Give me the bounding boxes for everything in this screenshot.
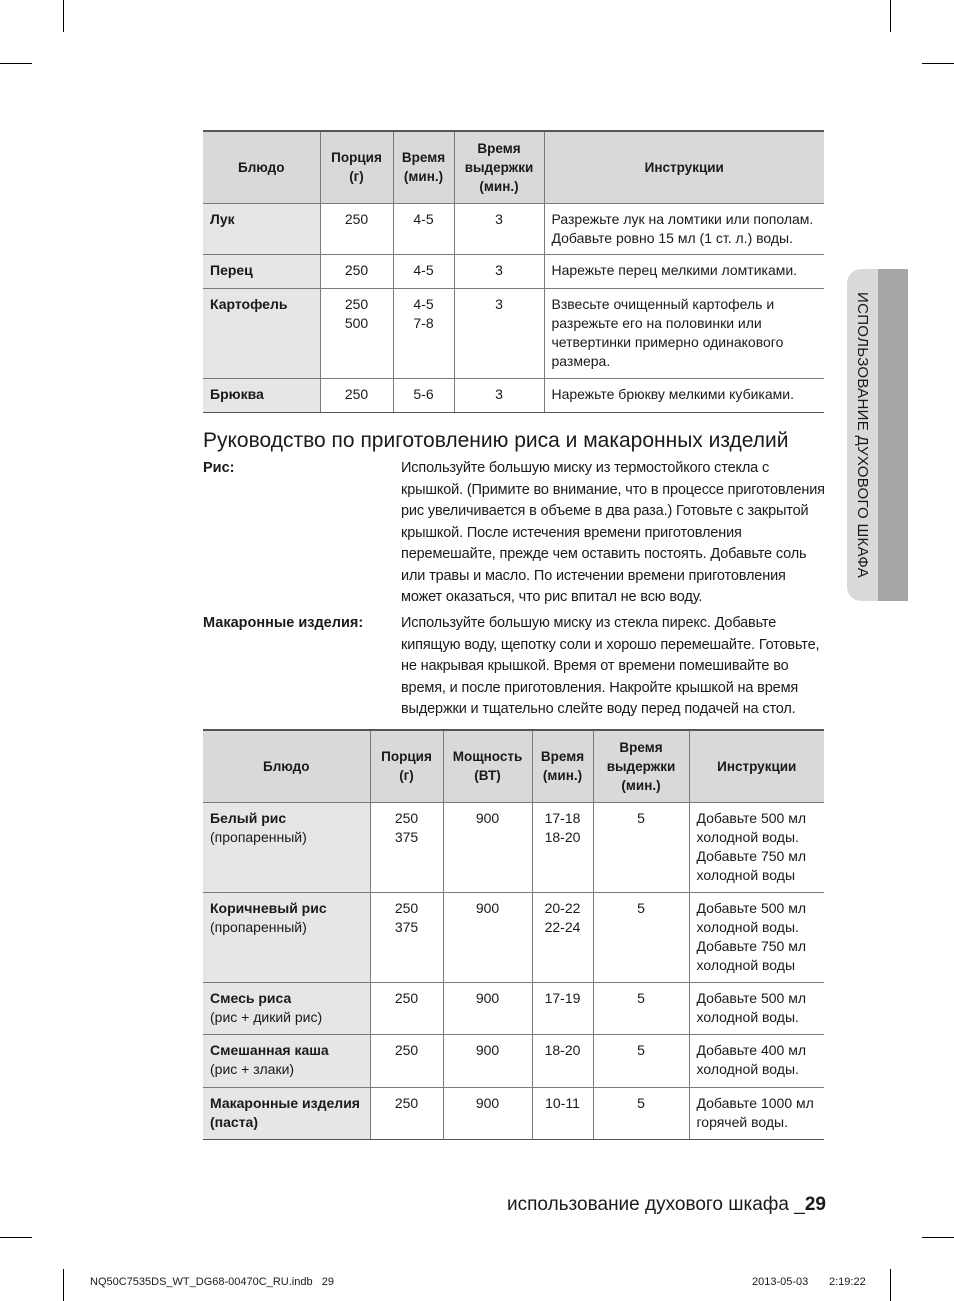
portion-cell: 250 375: [370, 892, 443, 982]
crop-mark: [0, 1237, 32, 1238]
section-title: Руководство по приготовлению риса и макаронных изделий: [203, 429, 789, 452]
instructions-cell: Добавьте 500 мл холодной воды. Добавьте 750 мл холодной воды: [689, 892, 824, 982]
instructions-cell: Нарежьте перец мелкими ломтиками.: [544, 254, 824, 288]
time-cell: 17-19: [532, 982, 593, 1034]
print-time-value: 2:19:22: [829, 1276, 866, 1288]
instructions-cell: Добавьте 1000 мл горячей воды.: [689, 1087, 824, 1139]
dish-note: (пропаренный): [210, 918, 307, 935]
dish-name: Белый рис: [210, 809, 287, 826]
power-cell: 900: [443, 1087, 532, 1139]
dish-cell: [203, 892, 370, 982]
crop-mark: [63, 0, 64, 32]
stand-time-cell: 5: [593, 892, 689, 982]
table-row: [203, 1087, 824, 1139]
dish-cell: [203, 1034, 370, 1087]
header-dish: Блюдо: [203, 131, 320, 203]
portion-cell: 250: [370, 1034, 443, 1087]
dish-cell: Перец: [203, 254, 320, 288]
dish-cell: [203, 802, 370, 892]
rice-pasta-table: [203, 729, 824, 1140]
time-cell: 4-5: [393, 203, 454, 254]
instructions-cell: Нарежьте брюкву мелкими кубиками.: [544, 378, 824, 412]
table-row: [203, 288, 824, 378]
header-portion: Порция (г): [370, 730, 443, 802]
table-row: [203, 254, 824, 288]
crop-mark: [922, 1237, 954, 1238]
table-row: [203, 1034, 824, 1087]
dish-cell: Брюква: [203, 378, 320, 412]
crop-mark: [890, 0, 891, 32]
time-cell: 4-5: [393, 254, 454, 288]
instructions-cell: Добавьте 400 мл холодной воды.: [689, 1034, 824, 1087]
dish-note: (пропаренный): [210, 828, 307, 845]
header-time: Время (мин.): [532, 730, 593, 802]
dish-cell: Лук: [203, 203, 320, 254]
print-time: [818, 1275, 866, 1289]
dish-name: Макаронные изделия (паста): [210, 1094, 360, 1130]
pasta-text: Используйте большую миску из стекла пирекс. Добавьте кипящую воду, щепотку соли и хорошо перемешайте. Готовьте, не накрывая крышкой. Время от времени помешивайте во время, и после приготовления. Накройте крышкой на время выдержки и тщательно слейте воду перед подачей на стол.: [401, 615, 820, 717]
header-dish: Блюдо: [203, 730, 370, 802]
portion-cell: 250: [320, 254, 393, 288]
table-row: [203, 802, 824, 892]
time-cell: 18-20: [532, 1034, 593, 1087]
time-cell: 4-5 7-8: [393, 288, 454, 378]
side-tab-label: ИСПОЛЬЗОВАНИЕ ДУХОВОГО ШКАФА: [854, 291, 871, 579]
header-stand-time: Время выдержки (мин.): [593, 730, 689, 802]
dish-name: Коричневый рис: [210, 899, 327, 916]
table-row: [203, 892, 824, 982]
portion-cell: 250 500: [320, 288, 393, 378]
time-cell: 5-6: [393, 378, 454, 412]
time-cell: 20-22 22-24: [532, 892, 593, 982]
page-number: 29: [804, 1194, 826, 1215]
power-cell: 900: [443, 982, 532, 1034]
dish-name: Смесь риса: [210, 989, 292, 1006]
pasta-label: Макаронные изделия:: [203, 615, 364, 631]
time-cell: 17-18 18-20: [532, 802, 593, 892]
dish-cell: [203, 982, 370, 1034]
header-portion: Порция (г): [320, 131, 393, 203]
power-cell: 900: [443, 802, 532, 892]
vegetables-table: [203, 130, 824, 413]
footer-chapter: использование духового шкафа _: [507, 1194, 805, 1215]
instructions-cell: Добавьте 500 мл холодной воды. Добавьте 750 мл холодной воды: [689, 802, 824, 892]
portion-cell: 250: [370, 1087, 443, 1139]
dish-note: (рис + дикий рис): [210, 1008, 323, 1025]
table-row: [203, 378, 824, 412]
stand-time-cell: 3: [454, 378, 544, 412]
header-time: Время (мин.): [393, 131, 454, 203]
stand-time-cell: 3: [454, 254, 544, 288]
portion-cell: 250 375: [370, 802, 443, 892]
dish-name: Смешанная каша: [210, 1041, 329, 1058]
portion-cell: 250: [320, 378, 393, 412]
header-instructions: Инструкции: [544, 131, 824, 203]
dish-cell: [203, 1087, 370, 1139]
print-file-name: NQ50C7535DS_WT_DG68-00470C_RU.indb 29: [90, 1276, 334, 1288]
stand-time-cell: 5: [593, 802, 689, 892]
instructions-cell: Разрежьте лук на ломтики или пополам. Добавьте ровно 15 мл (1 ст. л.) воды.: [544, 203, 824, 254]
dish-note: (рис + злаки): [210, 1060, 295, 1077]
portion-cell: 250: [320, 203, 393, 254]
rice-label: Рис:: [203, 460, 235, 476]
print-date: 2013-05-03: [752, 1276, 809, 1288]
page-footer-title: [507, 1193, 826, 1217]
crop-mark: [0, 63, 32, 64]
table-row: [203, 982, 824, 1034]
crop-mark: [890, 1269, 891, 1301]
crop-mark: [922, 63, 954, 64]
dish-cell: Картофель: [203, 288, 320, 378]
rice-text: Используйте большую миску из термостойкого стекла с крышкой. (Примите во внимание, что в процессе приготовления рис увеличивается в объеме в два раза.) Готовьте с закрытой крышкой. После истечения времени приготовления перемешайте, прежде чем оставить постоять. Добавьте соль или травы и масло. По истечении времени приготовления может оказаться, что рис впитал не всю воду.: [401, 460, 825, 605]
header-instructions: Инструкции: [689, 730, 824, 802]
print-time-prefix: [818, 1276, 829, 1288]
power-cell: 900: [443, 892, 532, 982]
stand-time-cell: 5: [593, 1087, 689, 1139]
stand-time-cell: 3: [454, 288, 544, 378]
stand-time-cell: 5: [593, 982, 689, 1034]
stand-time-cell: 3: [454, 203, 544, 254]
table-row: [203, 203, 824, 254]
instructions-cell: Взвесьте очищенный картофель и разрежьте его на половинки или четвертинки примерно одинакового размера.: [544, 288, 824, 378]
portion-cell: 250: [370, 982, 443, 1034]
header-power: Мощность (ВТ): [443, 730, 532, 802]
crop-mark: [63, 1269, 64, 1301]
instructions-cell: Добавьте 500 мл холодной воды.: [689, 982, 824, 1034]
time-cell: 10-11: [532, 1087, 593, 1139]
power-cell: 900: [443, 1034, 532, 1087]
header-stand-time: Время выдержки (мин.): [454, 131, 544, 203]
stand-time-cell: 5: [593, 1034, 689, 1087]
